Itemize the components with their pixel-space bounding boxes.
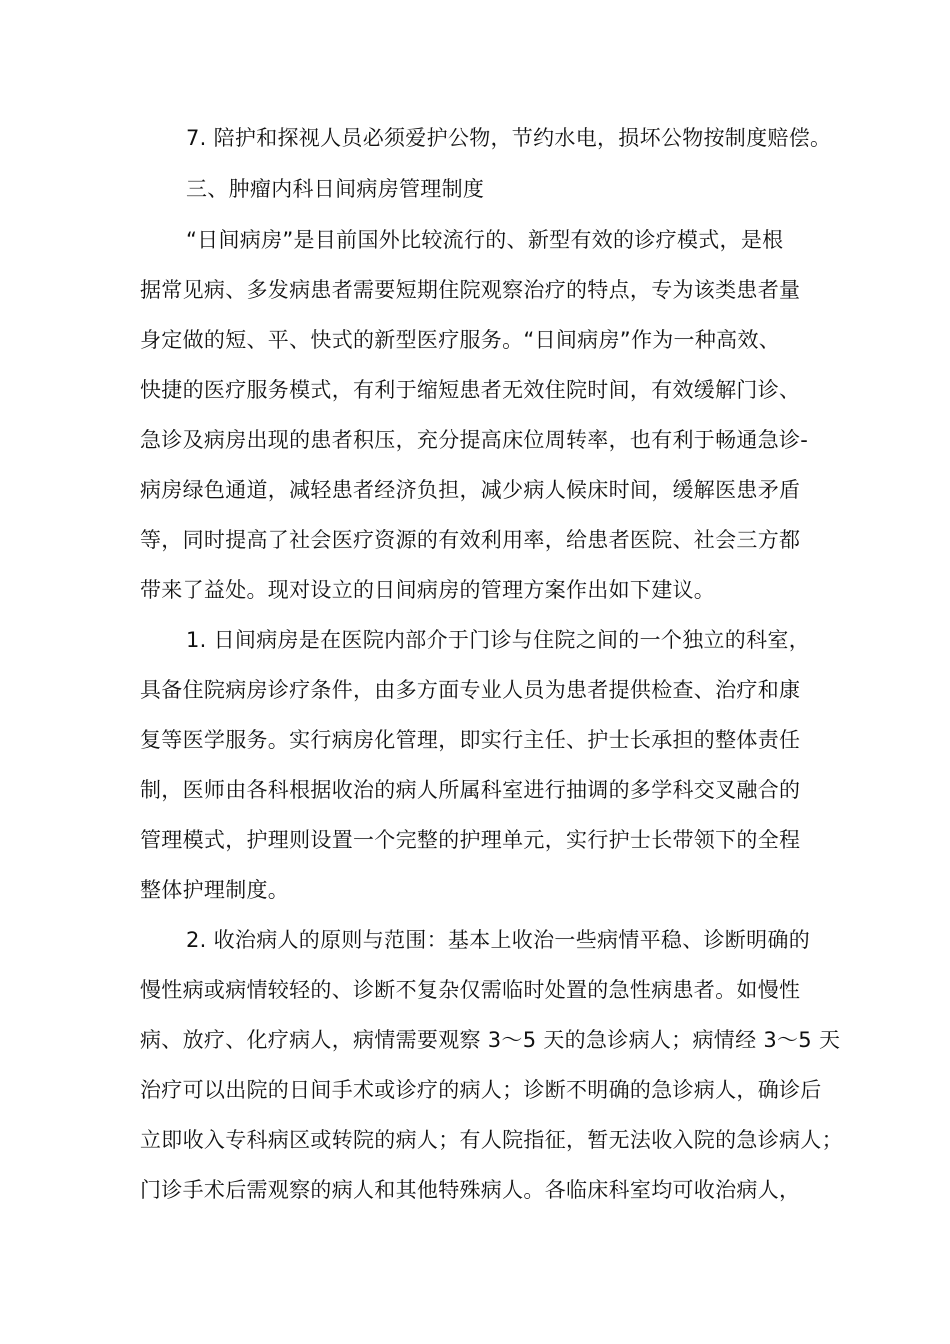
intro-line-8: 带来了益处。现对设立的日间病房的管理方案作出如下建议。 [140, 578, 716, 602]
item-1-line-4: 制，医师由各科根据收治的病人所属科室进行抽调的多学科交叉融合的 [140, 778, 801, 802]
intro-line-2: 据常见病、多发病患者需要短期住院观察治疗的特点，专为该类患者量 [140, 278, 801, 302]
section-heading-3: 三、肿瘤内科日间病房管理制度 [186, 177, 485, 201]
intro-line-1: “日间病房”是目前国外比较流行的、新型有效的诊疗模式，是根 [186, 228, 784, 252]
item-1-line-2: 具备住院病房诊疗条件，由多方面专业人员为患者提供检查、治疗和康 [140, 678, 801, 702]
item-2-line-5: 立即收入专科病区或转院的病人；有人院指征，暂无法收入院的急诊病人； [140, 1128, 843, 1152]
intro-line-6: 病房绿色通道，减轻患者经济负担，减少病人候床时间，缓解医患矛盾 [140, 478, 801, 502]
item-1-line-6: 整体护理制度。 [140, 878, 290, 902]
paragraph-7-line-1: 7. 陪护和探视人员必须爱护公物，节约水电，损坏公物按制度赔偿。 [186, 126, 832, 150]
item-2-line-6: 门诊手术后需观察的病人和其他特殊病人。各临床科室均可收治病人， [140, 1178, 801, 1202]
item-1-line-3: 复等医学服务。实行病房化管理，即实行主任、护士长承担的整体责任 [140, 728, 801, 752]
intro-line-5: 急诊及病房出现的患者积压，充分提高床位周转率，也有利于畅通急诊- [140, 428, 809, 452]
item-2-line-3: 病、放疗、化疗病人，病情需要观察 3～5 天的急诊病人；病情经 3～5 天 [140, 1028, 841, 1052]
item-2-line-4: 治疗可以出院的日间手术或诊疗的病人；诊断不明确的急诊病人，确诊后 [140, 1078, 822, 1102]
intro-line-3: 身定做的短、平、快式的新型医疗服务。“日间病房”作为一种高效、 [140, 328, 781, 352]
item-1-line-1: 1. 日间病房是在医院内部介于门诊与住院之间的一个独立的科室， [186, 628, 811, 652]
intro-line-4: 快捷的医疗服务模式，有利于缩短患者无效住院时间，有效缓解门诊、 [140, 378, 801, 402]
item-1-line-5: 管理模式，护理则设置一个完整的护理单元，实行护士长带领下的全程 [140, 828, 801, 852]
intro-line-7: 等，同时提高了社会医疗资源的有效利用率，给患者医院、社会三方都 [140, 528, 801, 552]
item-2-line-2: 慢性病或病情较轻的、诊断不复杂仅需临时处置的急性病患者。如慢性 [140, 978, 801, 1002]
item-2-line-1: 2. 收治病人的原则与范围：基本上收治一些病情平稳、诊断明确的 [186, 928, 811, 952]
